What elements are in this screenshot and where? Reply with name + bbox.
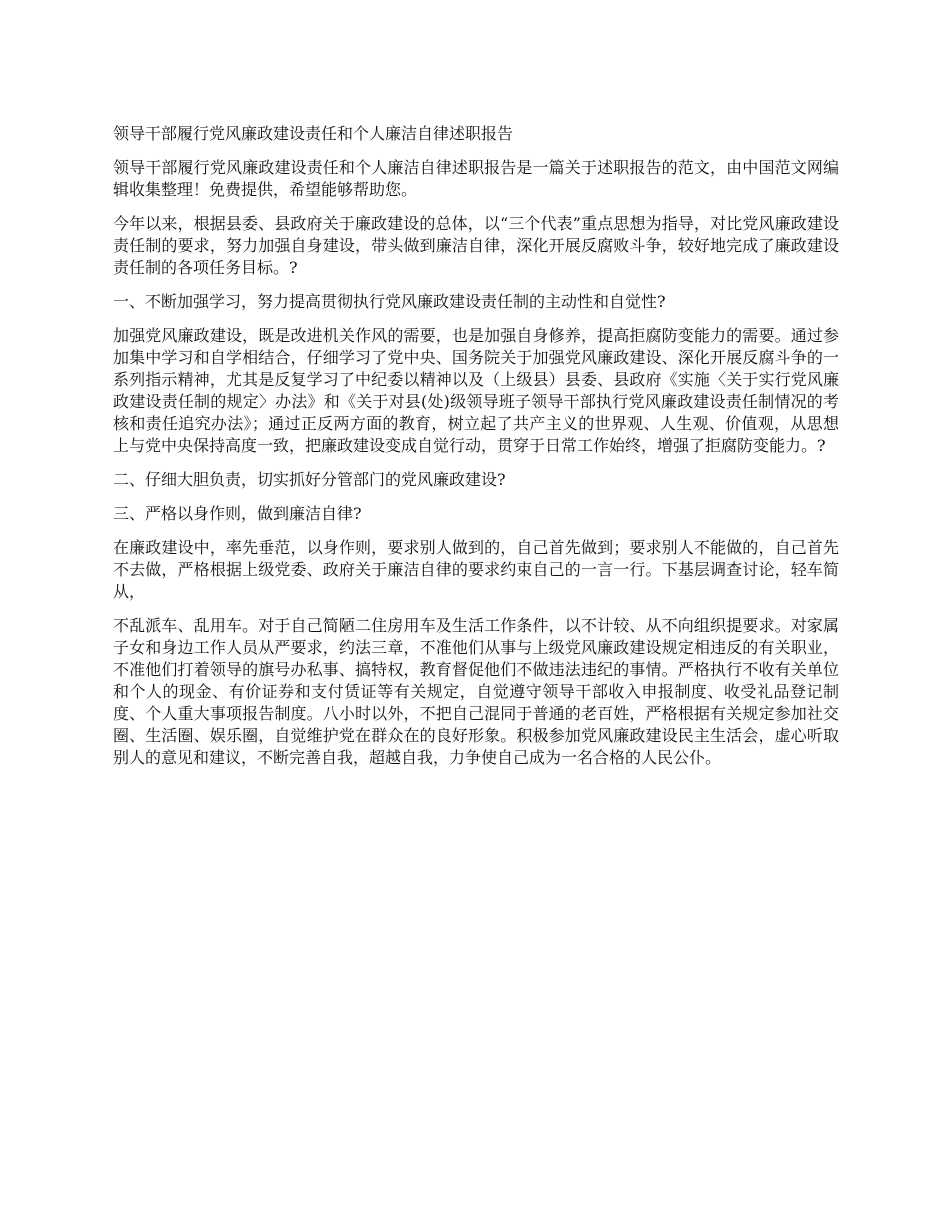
document-title: 领导干部履行党风廉政建设责任和个人廉洁自律述职报告 <box>113 124 514 143</box>
section-heading-2: 二、仔细大胆负责，切实抓好分管部门的党风廉政建设? <box>113 470 506 489</box>
document-page <box>113 123 839 781</box>
paragraph-intro: 领导干部履行党风廉政建设责任和个人廉洁自律述职报告是一篇关于述职报告的范文，由中国范文网编辑收集整理！免费提供，希望能够帮助您。 <box>113 158 839 199</box>
section-heading-1: 一、不断加强学习，努力提高贯彻执行党风廉政建设责任制的主动性和自觉性? <box>113 292 666 311</box>
paragraph-example: 在廉政建设中，率先垂范，以身作则，要求别人做到的，自己首先做到；要求别人不能做的，自己首先不去做，严格根据上级党委、政府关于廉洁自律的要求约束自己的一言一行。下基层调查讨论，轻车简从， <box>113 538 839 601</box>
paragraph-study: 加强党风廉政建设，既是改进机关作风的需要，也是加强自身修养，提高拒腐防变能力的需要。通过参加集中学习和自学相结合，仔细学习了党中央、国务院关于加强党风廉政建设、深化开展反腐斗争的一系列指示精神，尤其是反复学习了中纪委以精神以及（上级县）县委、县政府《实施〈关于实行党风廉政建设责任制的规定〉办法》和《关于对县(处)级领导班子领导干部执行党风廉政建设责任制情况的考核和责任追究办法》；通过正反两方面的教育，树立起了共产主义的世界观、人生观、价值观，从思想上与党中央保持高度一致，把廉政建设变成自觉行动，贯穿于日常工作始终，增强了拒腐防变能力。? <box>113 326 839 455</box>
paragraph-discipline: 不乱派车、乱用车。对于自己简陋二住房用车及生活工作条件，以不计较、从不向组织提要求。对家属子女和身边工作人员从严要求，约法三章，不准他们从事与上级党风廉政建设规定相违反的有关职业，不准他们打着领导的旗号办私事、搞特权，教育督促他们不做违法违纪的事情。严格执行不收有关单位和个人的现金、有价证券和支付赁证等有关规定，自觉遵守领导干部收入申报制度、收受礼品登记制度、个人重大事项报告制度。八小时以外，不把自己混同于普通的老百姓，严格根据有关规定参加社交圈、生活圈、娱乐圈，自觉维护党在群众在的良好形象。积极参加党风廉政建设民主生活会，虚心听取别人的意见和建议，不断完善自我，超越自我，力争使自己成为一名合格的人民公仆。 <box>113 616 839 767</box>
section-heading-3: 三、严格以身作则，做到廉洁自律? <box>113 504 362 523</box>
paragraph-overview: 今年以来，根据县委、县政府关于廉政建设的总体，以“三个代表”重点思想为指导，对比党风廉政建设责任制的要求，努力加强自身建设，带头做到廉洁自律，深化开展反腐败斗争，较好地完成了廉政建设责任制的各项任务目标。? <box>113 214 839 277</box>
